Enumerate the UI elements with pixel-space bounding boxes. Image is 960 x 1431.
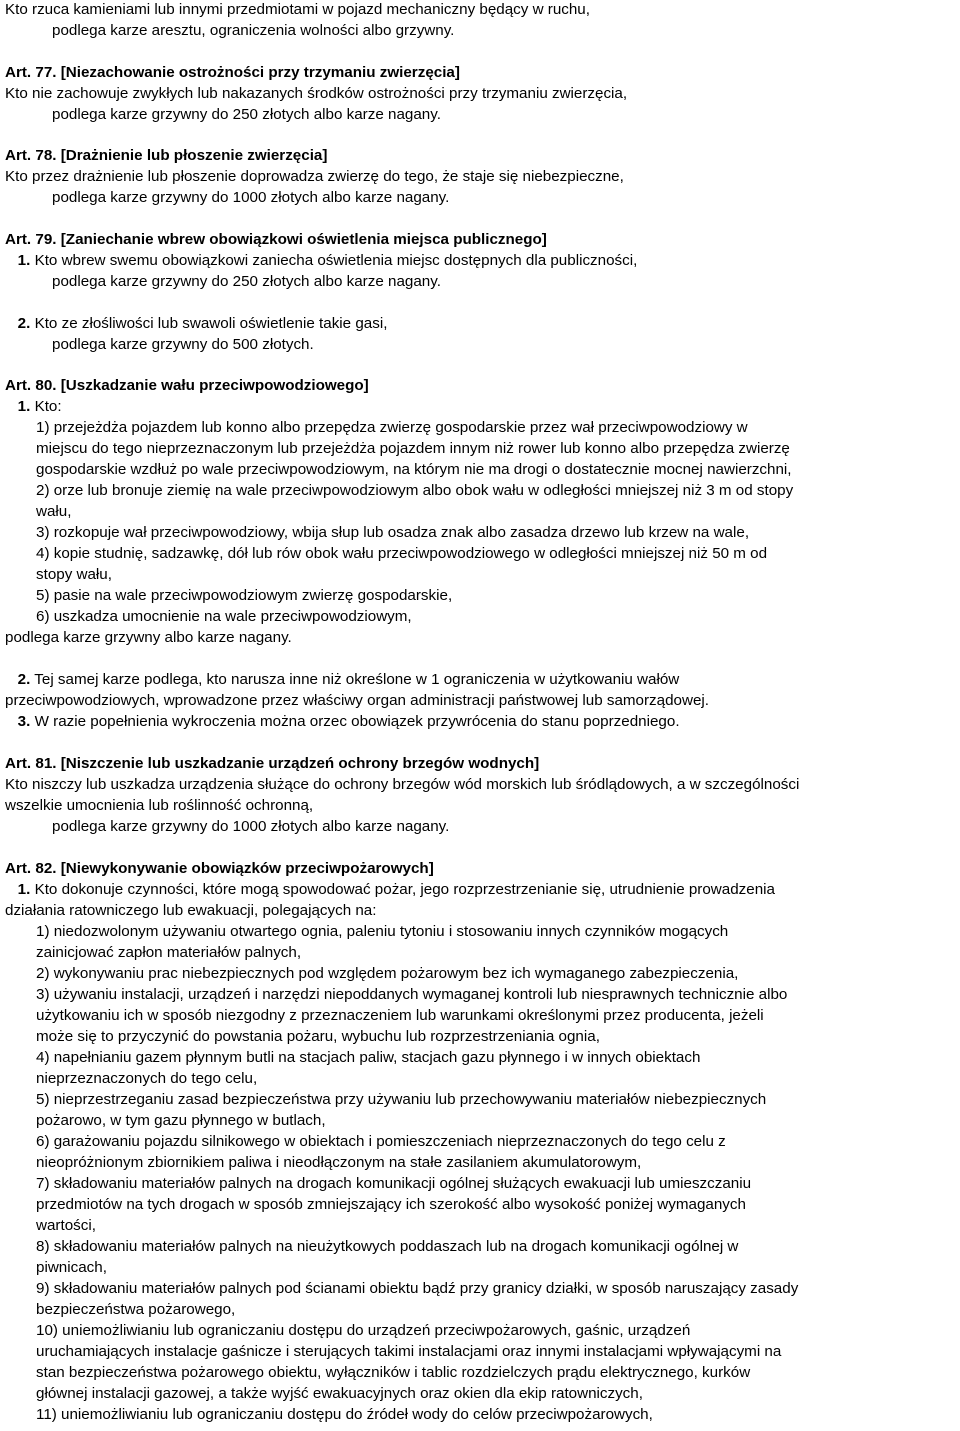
list-item-continuation: stopy wału, bbox=[36, 566, 112, 583]
penalty-line: podlega karze aresztu, ograniczenia wolności albo grzywny. bbox=[52, 22, 455, 39]
article-heading bbox=[5, 230, 547, 250]
article-title: [Zaniechanie wbrew obowiązkowi oświetlenia miejsca publicznego] bbox=[60, 231, 547, 248]
list-item: 6) garażowaniu pojazdu silnikowego w obiektach i pomieszczeniach nieprzeznaczonych do tego celu z bbox=[36, 1133, 726, 1150]
paragraph-number: 2. bbox=[17, 671, 31, 688]
list-item: 5) pasie na wale przeciwpowodziowym zwierzę gospodarskie, bbox=[36, 587, 453, 604]
list-item-continuation: uruchamiających instalacje gaśnicze i sterujących takimi instalacjami oraz innymi instalacjami wpływającymi na bbox=[36, 1343, 782, 1360]
list-item: 11) uniemożliwianiu lub ograniczaniu dostępu do źródeł wody do celów przeciwpożarowych, bbox=[36, 1406, 653, 1423]
list-item: 3) używaniu instalacji, urządzeń i narzędzi niepoddanych wymaganej kontroli lub niesprawnych technicznie albo bbox=[36, 986, 788, 1003]
article-title: [Niezachowanie ostrożności przy trzymaniu zwierzęcia] bbox=[60, 64, 460, 81]
paragraph-line bbox=[5, 251, 637, 271]
list-item: 7) składowaniu materiałów palnych na drogach komunikacji ogólnej służących ewakuacji lub umieszczaniu bbox=[36, 1175, 752, 1192]
article-heading bbox=[5, 754, 539, 774]
paragraph-text: Kto wbrew swemu obowiązkowi zaniecha oświetlenia miejsc dostępnych dla publiczności, bbox=[34, 252, 638, 269]
list-item-continuation: bezpieczeństwa pożarowego, bbox=[36, 1301, 236, 1318]
list-item-continuation: zainicjować zapłon materiałów palnych, bbox=[36, 944, 302, 961]
list-item: 5) nieprzestrzeganiu zasad bezpieczeństwa przy używaniu lub przechowywaniu materiałów niebezpiecznych bbox=[36, 1091, 767, 1108]
list-item-continuation: pożarowo, w tym gazu płynnego w butlach, bbox=[36, 1112, 326, 1129]
penalty-line: podlega karze grzywny do 250 złotych albo karze nagany. bbox=[52, 273, 441, 290]
paragraph-number: 1. bbox=[17, 398, 31, 415]
text-line: działania ratowniczego lub ewakuacji, polegających na: bbox=[5, 902, 377, 919]
article-number: Art. 81. bbox=[5, 755, 57, 772]
penalty-line: podlega karze grzywny albo karze nagany. bbox=[5, 629, 292, 646]
list-item-continuation: piwnicach, bbox=[36, 1259, 107, 1276]
list-item-continuation: użytkowaniu ich w sposób niezgodny z przeznaczeniem lub warunkami określonymi przez producenta, jeżeli bbox=[36, 1007, 764, 1024]
list-item-continuation: nieopróżnionym zbiornikiem paliwa i nieodłączonym na stałe zasilaniem akumulatorowym, bbox=[36, 1154, 642, 1171]
article-title: [Niszczenie lub uszkadzanie urządzeń ochrony brzegów wodnych] bbox=[60, 755, 540, 772]
paragraph-line bbox=[5, 712, 680, 732]
list-item-continuation: nieprzeznaczonych do tego celu, bbox=[36, 1070, 258, 1087]
penalty-line: podlega karze grzywny do 250 złotych albo karze nagany. bbox=[52, 106, 441, 123]
list-item: 6) uszkadza umocnienie na wale przeciwpowodziowym, bbox=[36, 608, 412, 625]
text-line: przeciwpowodziowych, wprowadzone przez właściwy organ administracji państwowej lub samorządowej. bbox=[5, 692, 709, 709]
paragraph-text: Kto: bbox=[34, 398, 62, 415]
paragraph-text: Tej samej karze podlega, kto narusza inne niż określone w 1 ograniczenia w użytkowaniu wałów bbox=[34, 671, 680, 688]
paragraph-line bbox=[5, 397, 62, 417]
paragraph-number: 2. bbox=[17, 315, 31, 332]
article-heading bbox=[5, 859, 434, 879]
text-line: Kto przez drażnienie lub płoszenie doprowadza zwierzę do tego, że staje się niebezpieczne, bbox=[5, 168, 624, 185]
list-item-continuation: przedmiotów na tych drogach w sposób zmniejszający ich szerokość albo wysokość poniżej wymaganych bbox=[36, 1196, 746, 1213]
article-number: Art. 82. bbox=[5, 860, 57, 877]
list-item: 4) kopie studnię, sadzawkę, dół lub rów obok wału przeciwpowodziowego w odległości mniejszej niż 50 m od bbox=[36, 545, 768, 562]
list-item-continuation: stan bezpieczeństwa pożarowego obiektu, wyłączników i tablic rozdzielczych prądu elektrycznego, kurków bbox=[36, 1364, 751, 1381]
article-heading bbox=[5, 376, 369, 396]
list-item: 2) wykonywaniu prac niebezpiecznych pod względem pożarowym bez ich wymaganego zabezpieczenia, bbox=[36, 965, 739, 982]
penalty-line: podlega karze grzywny do 1000 złotych albo karze nagany. bbox=[52, 189, 450, 206]
paragraph-text: W razie popełnienia wykroczenia można orzec obowiązek przywrócenia do stanu poprzedniego. bbox=[34, 713, 680, 730]
list-item-continuation: wału, bbox=[36, 503, 72, 520]
article-title: [Uszkadzanie wału przeciwpowodziowego] bbox=[60, 377, 369, 394]
list-item: 2) orze lub bronuje ziemię na wale przeciwpowodziowym albo obok wału w odległości mniejszej niż 3 m od stopy bbox=[36, 482, 794, 499]
paragraph-number: 1. bbox=[17, 252, 31, 269]
article-title: [Niewykonywanie obowiązków przeciwpożarowych] bbox=[60, 860, 434, 877]
paragraph-line bbox=[5, 670, 679, 690]
list-item: 4) napełnianiu gazem płynnym butli na stacjach paliw, stacjach gazu płynnego i w innych obiektach bbox=[36, 1049, 701, 1066]
list-item: 10) uniemożliwianiu lub ograniczaniu dostępu do urządzeń przeciwpożarowych, gaśnic, urządzeń bbox=[36, 1322, 691, 1339]
list-item-continuation: może się to przyczynić do powstania pożaru, wybuchu lub rozprzestrzeniania ognia, bbox=[36, 1028, 600, 1045]
paragraph-line bbox=[5, 314, 387, 334]
list-item: 9) składowaniu materiałów palnych pod ścianami obiektu bądź przy granicy działki, w sposób naruszający zasady bbox=[36, 1280, 799, 1297]
list-item: 8) składowaniu materiałów palnych na nieużytkowych poddaszach lub na drogach komunikacji ogólnej w bbox=[36, 1238, 739, 1255]
paragraph-number: 1. bbox=[17, 881, 31, 898]
article-title: [Drażnienie lub płoszenie zwierzęcia] bbox=[60, 147, 328, 164]
list-item: 1) przejeżdża pojazdem lub konno albo przepędza zwierzę gospodarskie przez wał przeciwpowodziowy w bbox=[36, 419, 748, 436]
list-item-continuation: miejscu do tego nieprzeznaczonym lub przejeżdża pojazdem innym niż rower lub konno albo przepędza zwierzę bbox=[36, 440, 790, 457]
text-line: Kto niszczy lub uszkadza urządzenia służące do ochrony brzegów wód morskich lub śródlądowych, a w szczególności bbox=[5, 776, 800, 793]
penalty-line: podlega karze grzywny do 1000 złotych albo karze nagany. bbox=[52, 818, 450, 835]
list-item-continuation: głównej instalacji gazowej, a także wyjść ewakuacyjnych oraz okien dla ekip ratowniczych, bbox=[36, 1385, 643, 1402]
paragraph-line bbox=[5, 880, 775, 900]
list-item-continuation: wartości, bbox=[36, 1217, 96, 1234]
text-line: Kto rzuca kamieniami lub innymi przedmiotami w pojazd mechaniczny będący w ruchu, bbox=[5, 1, 590, 18]
paragraph-text: Kto dokonuje czynności, które mogą spowodować pożar, jego rozprzestrzenianie się, utrudnienie prowadzenia bbox=[34, 881, 775, 898]
text-line: wszelkie umocnienia lub roślinność ochronną, bbox=[5, 797, 314, 814]
article-number: Art. 79. bbox=[5, 231, 57, 248]
paragraph-number: 3. bbox=[17, 713, 31, 730]
article-heading bbox=[5, 146, 327, 166]
list-item: 1) niedozwolonym używaniu otwartego ognia, paleniu tytoniu i stosowaniu innych czynników mogących bbox=[36, 923, 729, 940]
article-number: Art. 78. bbox=[5, 147, 57, 164]
list-item: 3) rozkopuje wał przeciwpowodziowy, wbija słup lub osadza znak albo zasadza drzewo lub krzew na wale, bbox=[36, 524, 750, 541]
article-number: Art. 80. bbox=[5, 377, 57, 394]
article-heading bbox=[5, 63, 460, 83]
text-line: Kto nie zachowuje zwykłych lub nakazanych środków ostrożności przy trzymaniu zwierzęcia, bbox=[5, 85, 628, 102]
article-number: Art. 77. bbox=[5, 64, 57, 81]
penalty-line: podlega karze grzywny do 500 złotych. bbox=[52, 336, 314, 353]
list-item-continuation: gospodarskie wzdłuż po wale przeciwpowodziowym, na którym nie ma drogi o dostatecznie mocnej nawierzchni, bbox=[36, 461, 792, 478]
paragraph-text: Kto ze złośliwości lub swawoli oświetlenie takie gasi, bbox=[34, 315, 388, 332]
